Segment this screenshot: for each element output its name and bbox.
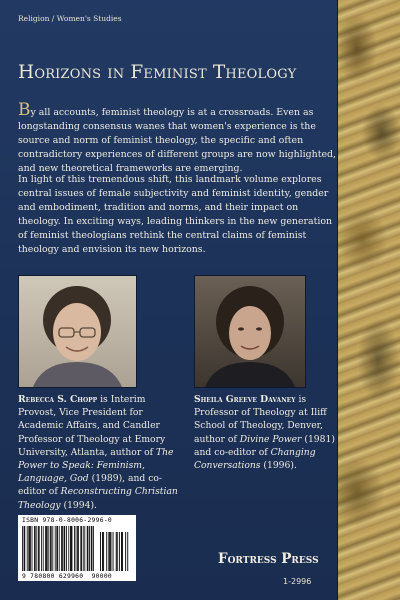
decorative-spine-texture <box>337 0 400 600</box>
description-paragraph-1 <box>18 100 338 176</box>
barcode-digits: 9 780800 629960 90000 <box>22 573 113 580</box>
book-citation: Reconstructing Christian Theology <box>18 486 178 511</box>
isbn-barcode <box>18 515 136 581</box>
author-photo-davaney <box>194 275 306 388</box>
book-citation: The Power to Speak: Feminism, Language, God <box>18 446 174 485</box>
product-code: 1-2996 <box>283 577 312 586</box>
book-citation: Changing Conversations <box>194 446 316 472</box>
description-paragraph-2: In light of this tremendous shift, this landmark volume explores central issues of female subjectivity and feminist identity, gender and embodiment, tradition and norms, and their impact on theology. In exciting ways, leading thinkers in the new generation of feminist theologians rethink the central claims of feminist theology and envision its new horizons. <box>18 174 333 255</box>
portrait-graphic <box>195 276 305 387</box>
book-title: Horizons in Feminist Theology <box>18 62 297 83</box>
barcode-bars <box>22 526 132 571</box>
portrait-graphic <box>19 276 136 387</box>
author-name: Sheila Greeve Davaney <box>194 394 296 405</box>
isbn-text: ISBN 978-0-8006-2996-0 <box>22 517 113 524</box>
drop-cap: B <box>18 100 31 120</box>
book-citation: Divine Power <box>239 433 302 445</box>
category-label: Religion / Women's Studies <box>18 14 122 23</box>
author-bio-davaney: Sheila Greeve Davaney is Professor of Theology at Iliff School of Theology, Denver, author of Divine Power (1981) and co-editor of Changing Conversations (1996). <box>194 394 335 472</box>
author-photo-chopp <box>18 275 137 388</box>
publisher-name: Fortress Press <box>218 551 319 567</box>
author-name: Rebecca S. Chopp <box>18 394 98 405</box>
description-paragraph-1-text: y all accounts, feminist theology is at a crossroads. Even as longstanding consensus wanes that women's experience is the source and norm of feminist theology, the specific and often contradictory experiences of different groups are now highlighted, and new theoretical frameworks are emerging. <box>18 107 336 174</box>
author-bio-chopp: Rebecca S. Chopp is Interim Provost, Vice President for Academic Affairs, and Candler Professor of Theology at Emory University, Atlanta, author of The Power to Speak: Feminism, Language, God (1989), and co-editor of Reconstructing Christian Theology (1994). <box>18 394 178 511</box>
